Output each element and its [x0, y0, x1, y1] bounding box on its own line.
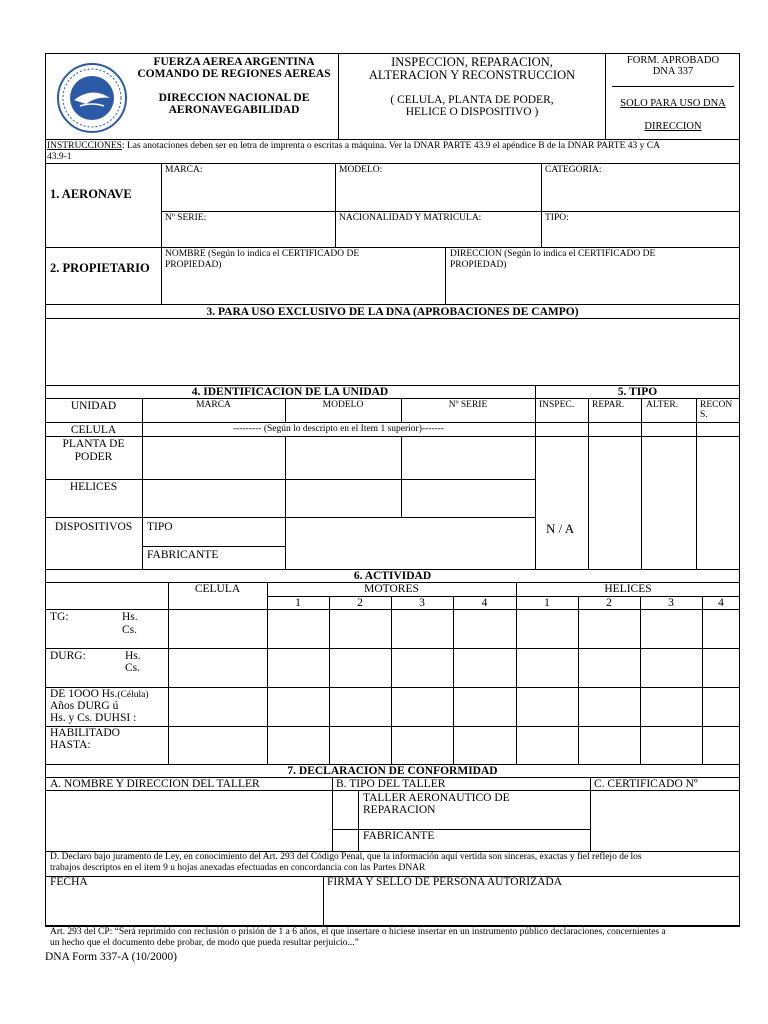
art-293-text-2: un hecho que el documento debe probar, de modo que pueda resultar perjuicio...” [50, 938, 359, 948]
motor-4-header: 4 [481, 597, 488, 609]
org-line-4: AERONAVEGABILIDAD [168, 104, 300, 116]
form-approved-label: FORM. APROBADO [626, 55, 720, 66]
certificado-label: C. CERTIFICADO Nº [594, 778, 698, 790]
motor-2-header: 2 [357, 597, 363, 609]
instructions-body: : Las anotaciones deben ser en letra de imprenta o escritas a máquina. Ver la DNAR PARTE 43.9 el apéndice B de la DNAR PARTE 43 y CA [121, 141, 660, 151]
col-modelo-header: MODELO [322, 400, 364, 410]
direccion-label: DIRECCION [644, 121, 702, 132]
durg-cs-label: Cs. [125, 662, 141, 674]
tg-cs-label: Cs. [122, 624, 138, 636]
form-number-label: DNA 337 [652, 66, 694, 77]
col-recon-header-2: S. [700, 410, 708, 420]
col-alter-header: ALTER. [646, 400, 679, 410]
helice-3-header: 3 [668, 597, 674, 609]
helice-2-header: 2 [606, 597, 612, 609]
fecha-label: FECHA [50, 876, 88, 888]
row-helices-label: HELICES [69, 481, 118, 493]
col-inspec-header: INSPEC. [539, 400, 575, 410]
celula-note: --------- (Según lo descripto en el Item 1 superior)------- [232, 424, 445, 434]
org-line-3: DIRECCION NACIONAL DE [158, 92, 310, 104]
marca-field-label: MARCA: [165, 165, 203, 175]
dna-use-only-label: SOLO PARA USO DNA [620, 98, 726, 109]
direccion-field-label-1: DIRECCION (Según lo indica el CERTIFICADO DE [450, 249, 656, 259]
art-293-text-1: Art. 293 del CP: “Será reprimido con reclusión o prisión de 1 a 6 años, el que insertare o hiciese insertar en un instrumento público declaraciones, concernientes a [50, 927, 666, 937]
direccion-field-label-2: PROPIEDAD) [450, 260, 507, 270]
row-planta-label-2: PODER [74, 451, 113, 463]
firma-label: FIRMA Y SELLO DE PERSONA AUTORIZADA [327, 876, 563, 888]
de1000-label-2: Años DURG ú [50, 700, 119, 712]
tg-hs-label: Hs. [122, 611, 138, 623]
motor-1-header: 1 [295, 597, 301, 609]
de1000-label-3: Hs. y Cs. DUHSI : [50, 712, 137, 724]
taller-tipo-label: B. TIPO DEL TALLER [336, 778, 446, 790]
form-title-line-4: HELICE O DISPOSITIVO ) [405, 106, 539, 118]
col-unidad-header: UNIDAD [70, 400, 117, 412]
declaracion-text-2: trabajos descriptos en el item 9 u hojas anexadas efectuadas en concordancia con las Partes DNAR [50, 863, 426, 873]
tg-label: TG: [50, 611, 69, 623]
helice-4-header: 4 [718, 597, 724, 609]
nombre-field-label-1: NOMBRE (Según lo indica el CERTIFICADO DE [165, 249, 360, 259]
col-marca-header: MARCA [196, 400, 231, 410]
motor-3-header: 3 [419, 597, 425, 609]
org-line-2: COMANDO DE REGIONES AEREAS [137, 68, 331, 80]
declaracion-text-1: D. Declaro bajo juramento de Ley, en conocimiento del Art. 293 del Código Penal, que la información aquí vertida son sinceras, exactas y fiel reflejo de los [50, 852, 642, 862]
taller-aeronautico-label-2: REPARACION [363, 804, 436, 816]
nombre-field-label-2: PROPIEDAD) [165, 260, 222, 270]
dispositivos-tipo-label: TIPO [147, 521, 173, 533]
de1000-label-b: (Célula) [117, 690, 149, 700]
habilitado-label-1: HABILITADO [50, 727, 120, 739]
row-dispositivos-label: DISPOSITIVOS [54, 521, 133, 533]
aeronave-section-label: 1. AERONAVE [50, 187, 132, 201]
section-5-title: 5. TIPO [617, 386, 658, 398]
de1000-label [50, 688, 149, 701]
form-title-line-3: ( CELULA, PLANTA DE PODER, [390, 94, 554, 106]
section-7-title: 7. DECLARACION DE CONFORMIDAD [287, 765, 498, 777]
modelo-field-label: MODELO: [339, 165, 383, 175]
section-6-title: 6. ACTIVIDAD [353, 570, 432, 582]
dna-seal-logo [56, 62, 128, 134]
col-recon-header-1: RECON [700, 400, 733, 410]
instructions-label: INSTRUCCIONES [47, 141, 122, 151]
helice-1-header: 1 [544, 597, 550, 609]
col-helices-header: HELICES [604, 583, 652, 595]
instructions-text-2: 43.9-1 [47, 152, 72, 162]
taller-nombre-label: A. NOMBRE Y DIRECCION DEL TALLER [50, 778, 260, 790]
durg-label: DURG: [50, 650, 86, 662]
serie-field-label: Nº SERIE: [165, 213, 207, 223]
row-celula-label: CELULA [70, 424, 117, 436]
tipo-field-label: TIPO: [545, 213, 569, 223]
habilitado-label-2: HASTA: [50, 739, 91, 751]
dispositivos-fabricante-label: FABRICANTE [147, 549, 219, 561]
section-3-title: 3. PARA USO EXCLUSIVO DE LA DNA (APROBACIONES DE CAMPO) [206, 306, 579, 318]
fabricante-option-label: FABRICANTE [363, 830, 435, 842]
propietario-section-label: 2. PROPIETARIO [50, 261, 150, 275]
form-id-footer: DNA Form 337-A (10/2000) [45, 951, 177, 963]
durg-hs-label: Hs. [125, 650, 141, 662]
section-4-title: 4. IDENTIFICACION DE LA UNIDAD [191, 386, 389, 398]
taller-aeronautico-label-1: TALLER AERONAUTICO DE [363, 792, 510, 804]
instructions-text [47, 141, 660, 151]
not-applicable-label: N / A [546, 521, 575, 536]
col-repar-header: REPAR. [592, 400, 625, 410]
de1000-label-a: DE 1OOO Hs. [50, 688, 118, 700]
form-title-line-1: INSPECCION, REPARACION, [391, 55, 553, 69]
col-celula-header: CELULA [194, 583, 241, 595]
row-planta-label-1: PLANTA DE [62, 438, 125, 450]
nacionalidad-field-label: NACIONALIDAD Y MATRICULA: [339, 213, 482, 223]
form-title-line-2: ALTERACION Y RECONSTRUCCION [368, 68, 576, 82]
org-line-1: FUERZA AEREA ARGENTINA [153, 56, 315, 68]
categoria-field-label: CATEGORIA: [545, 165, 602, 175]
col-motores-header: MOTORES [364, 583, 419, 595]
col-serie-header: Nº SERIE [448, 400, 488, 410]
